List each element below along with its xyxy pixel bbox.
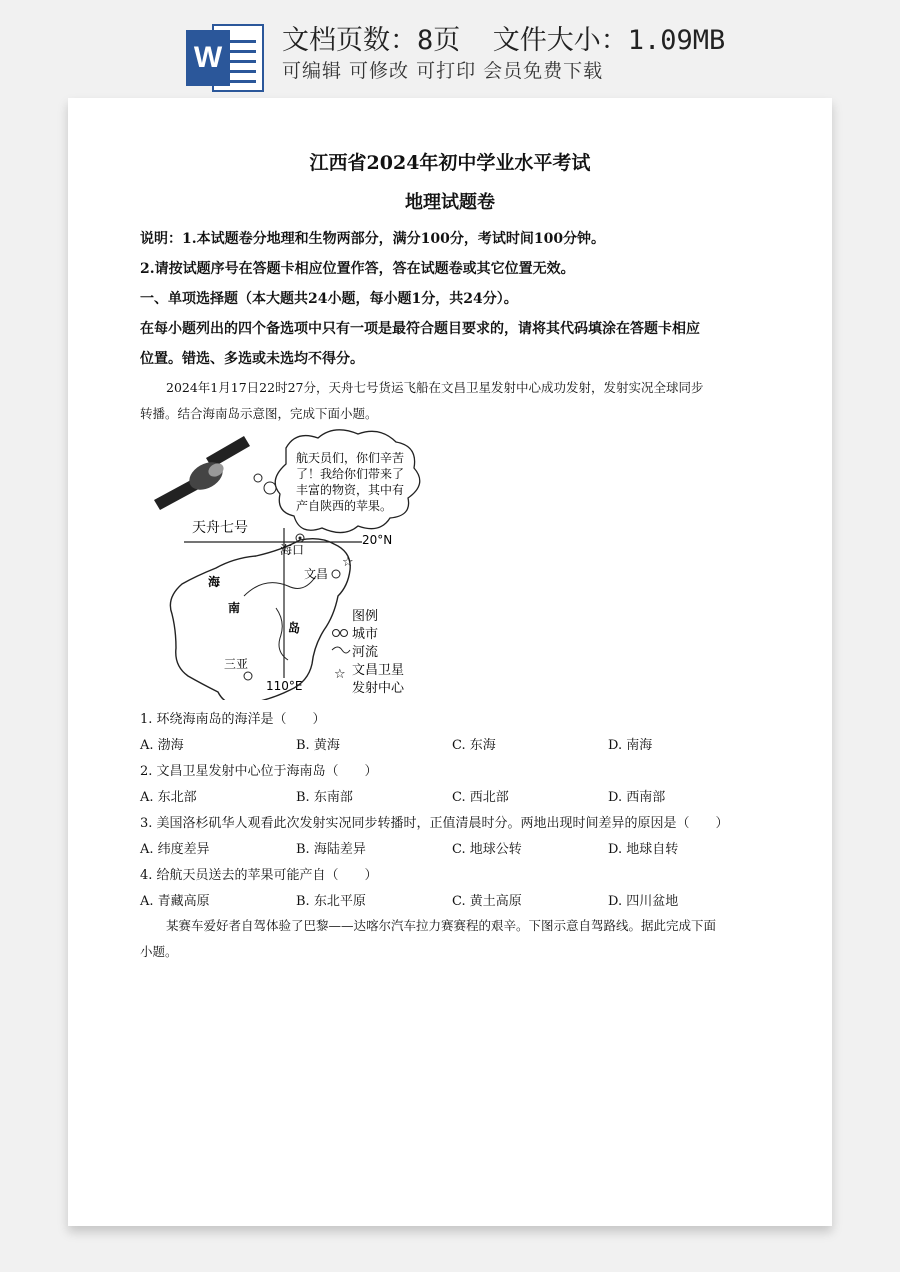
bubble-line-1: 航天员们，你们辛苦 [296,451,405,465]
passage-2-line-1: 某赛车爱好者自驾体验了巴黎——达喀尔汽车拉力赛赛程的艰辛。下图示意自驾路线。据此完成下面 [166,918,717,933]
lon-label: 110°E [266,679,303,693]
wenchang-city-icon [332,570,340,578]
q1-option-a: A. 渤海 [140,738,184,753]
q1-option-d: D. 南海 [608,738,653,753]
map-legend [332,609,405,696]
q2-option-d: D. 西南部 [608,790,666,805]
passage-1-line-1: 2024年1月17日22时27分，天舟七号货运飞船在文昌卫星发射中心成功发射，发射实况全球同步 [166,380,704,395]
satellite-icon [154,436,250,510]
file-features: 可编辑 可修改 可打印 会员免费下载 [282,60,604,82]
note-1: 说明：1.本试题卷分地理和生物两部分，满分100分，考试时间100分钟。 [140,231,606,247]
question-3-stem: 3. 美国洛杉矶华人观看此次发射实况同步转播时，正值清晨时分。两地出现时间差异的原因是（ ） [140,816,729,831]
q4-option-d: D. 四川盆地 [608,894,679,909]
instruction-line-2: 位置。错选、多选或未选均不得分。 [140,351,364,367]
instruction-line-1: 在每小题列出的四个备选项中只有一项是最符合题目要求的，请将其代码填涂在答题卡相应 [140,321,700,337]
q2-option-b: B. 东南部 [296,790,353,805]
island-char-1: 海 [208,575,221,589]
lat-label: 20°N [362,533,393,547]
river-2 [276,608,288,660]
ship-label: 天舟七号 [192,520,248,536]
q3-option-a: A. 纬度差异 [140,842,210,857]
legend-title: 图例 [352,609,379,624]
legend-city: 城市 [352,627,379,642]
q1-option-b: B. 黄海 [296,738,340,753]
bubble-line-2: 了！我给你们带来了 [296,467,405,481]
question-4-stem: 4. 给航天员送去的苹果可能产自（ ） [140,868,378,883]
q2-option-a: A. 东北部 [140,790,197,805]
bubble-line-4: 产自陕西的苹果。 [296,499,393,513]
doc-title: 江西省2024年初中学业水平考试 [309,152,591,174]
hainan-island-outline [170,539,350,700]
passage-2-line-2: 小题。 [140,944,178,959]
wenchang-label: 文昌 [304,567,329,581]
legend-star-icon: ☆ [334,667,346,682]
hainan-map-figure [146,428,446,700]
legend-river: 河流 [352,645,379,660]
speech-bubble [254,430,420,533]
file-info-header [0,0,900,98]
legend-city-icon [333,630,340,637]
q3-option-b: B. 海陆差异 [296,842,366,857]
word-document-icon: W [186,20,266,96]
bubble-line-3: 丰富的物资，其中有 [296,483,405,497]
section-heading: 一、单项选择题（本大题共24小题，每小题1分，共24分）。 [140,291,518,307]
legend-site-2: 发射中心 [352,681,405,696]
q2-option-c: C. 西北部 [452,790,509,805]
note-2: 2.请按试题序号在答题卡相应位置作答，答在试题卷或其它位置无效。 [140,261,575,277]
island-char-2: 南 [228,601,241,615]
question-1-stem: 1. 环绕海南岛的海洋是（ ） [140,712,326,727]
question-2-stem: 2. 文昌卫星发射中心位于海南岛（ ） [140,764,378,779]
file-pages-size: 文档页数：8页 文件大小：1.09MB [282,25,726,56]
haikou-label: 海口 [280,543,305,557]
passage-1-line-2: 转播。结合海南岛示意图，完成下面小题。 [140,406,378,421]
q4-option-a: A. 青藏高原 [140,894,210,909]
q1-option-c: C. 东海 [452,738,496,753]
q3-option-c: C. 地球公转 [452,842,522,857]
legend-river-icon [332,647,350,653]
launch-site-star-icon: ☆ [342,555,354,570]
sanya-city-icon [244,672,252,680]
q4-option-c: C. 黄土高原 [452,894,522,909]
q4-option-b: B. 东北平原 [296,894,366,909]
legend-site-1: 文昌卫星 [352,663,405,678]
island-char-3: 岛 [288,621,301,635]
q3-option-d: D. 地球自转 [608,842,679,857]
sanya-label: 三亚 [224,657,249,671]
doc-subtitle: 地理试题卷 [405,192,495,213]
document-page [68,98,832,1226]
